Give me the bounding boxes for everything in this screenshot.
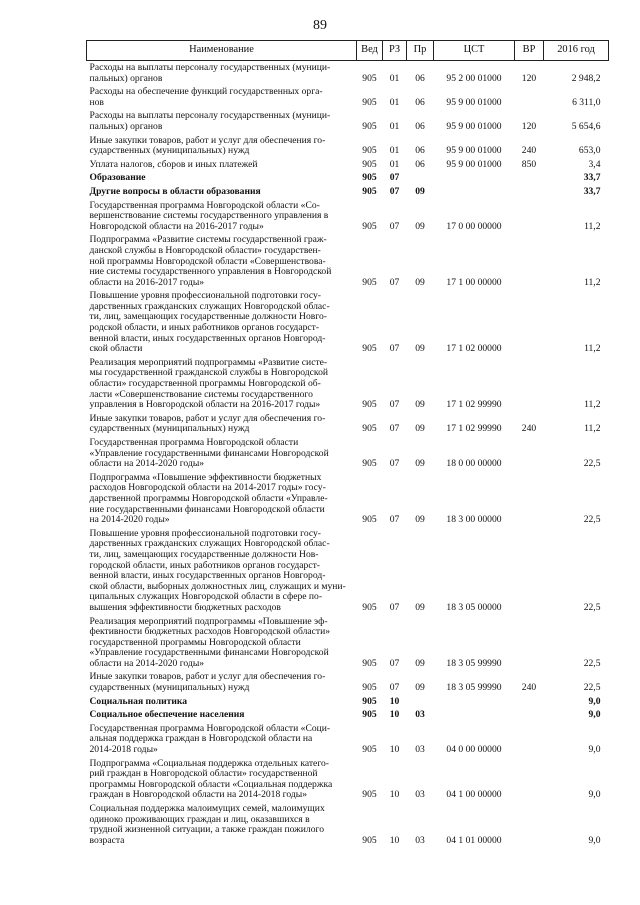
- row-ved: 905: [362, 789, 377, 801]
- row-ved: 905: [362, 145, 377, 157]
- row-amount: 3,4: [588, 158, 601, 170]
- row-cst: 18 3 00 00000: [446, 514, 502, 526]
- row-vr: [515, 529, 544, 617]
- row-cst: 95 9 00 01000: [446, 96, 502, 108]
- row-ved: 905: [362, 343, 377, 355]
- row-ved: 905: [362, 220, 377, 232]
- row-rz: 07: [389, 601, 400, 613]
- row-rz: 07: [389, 276, 400, 288]
- row-name: Подпрограмма «Социальная поддержка отдельных катего- рий граждан в Новгородской области» государственной программы Новгородской области «Социальная поддержка граждан в Новгородской области на 2014-2018 годы»: [89, 757, 333, 801]
- row-cst: 17 1 02 99990: [446, 423, 502, 435]
- row-vr: [515, 804, 544, 849]
- row-vr: 240: [521, 145, 537, 157]
- row-cst: 04 1 01 00000: [446, 834, 502, 846]
- row-vr: 240: [521, 682, 537, 694]
- row-rz: 07: [389, 172, 400, 184]
- row-ved: 905: [362, 423, 377, 435]
- row-amount: 653,0: [578, 145, 601, 157]
- row-cst: 18 3 05 99990: [446, 682, 502, 694]
- row-amount: 5 654,6: [571, 120, 601, 132]
- row-pr: 06: [415, 158, 425, 170]
- column-header-rz: РЗ: [383, 41, 407, 61]
- row-name: Образование: [89, 172, 146, 184]
- row-ved: 905: [362, 657, 377, 669]
- row-ved: 905: [362, 72, 377, 84]
- row-cst: 95 9 00 01000: [446, 158, 502, 170]
- row-ved: 905: [362, 744, 377, 756]
- row-amount: 33,7: [583, 185, 601, 197]
- row-amount: 9,0: [588, 834, 601, 846]
- row-cst: 18 3 05 00000: [446, 601, 502, 613]
- row-amount: 9,0: [588, 695, 601, 707]
- row-amount: 11,2: [584, 399, 601, 411]
- row-vr: [515, 473, 544, 529]
- table-row: [87, 358, 609, 414]
- row-pr: 09: [415, 682, 425, 694]
- row-cst: 04 1 00 00000: [446, 789, 502, 801]
- row-pr: 09: [415, 276, 425, 288]
- row-amount: 9,0: [588, 789, 601, 801]
- row-pr: [407, 697, 434, 711]
- row-name: Повышение уровня профессиональной подготовки госу- дарственных гражданских служащих Новгородской облас- ти, лиц, замещающих государственные должности Нов- городской области, иных работников органов государст- венной власти, иных государственных органов Новгород- ской области, выборных должностных лиц, служащих и муни- ципальных служащих Новгородской области в сфере по- вышения эффективности бюджетных расходов: [89, 527, 346, 613]
- column-header-ved: Вед: [357, 41, 383, 61]
- row-name: Иные закупки товаров, работ и услуг для обеспечения го- сударственных (муниципальных) нужд: [89, 671, 326, 694]
- column-header-name: Наименование: [87, 41, 357, 61]
- row-amount: 22,5: [583, 682, 601, 694]
- column-header-vr: ВР: [515, 41, 544, 61]
- row-pr: 06: [415, 145, 425, 157]
- row-rz: 07: [389, 185, 400, 197]
- row-cst: 17 1 00 00000: [446, 276, 502, 288]
- row-vr: [515, 724, 544, 759]
- row-amount: 22,5: [583, 458, 601, 470]
- row-pr: 03: [415, 709, 425, 721]
- table-row: [87, 160, 609, 174]
- row-ved: 905: [362, 276, 377, 288]
- row-pr: 06: [415, 96, 425, 108]
- row-pr: 06: [415, 120, 425, 132]
- row-ved: 905: [362, 601, 377, 613]
- row-rz: 10: [389, 709, 400, 721]
- row-rz: 10: [389, 789, 400, 801]
- row-pr: [407, 173, 434, 187]
- row-cst: 17 1 02 00000: [446, 343, 502, 355]
- row-amount: 2 948,2: [571, 72, 601, 84]
- row-ved: 905: [362, 695, 377, 707]
- row-name: Подпрограмма «Повышение эффективности бюджетных расходов Новгородской области на 2014-2017 годы» госу- дарственной программы Новгородской области «Управле- ние государственными финансами Новгородской области на 2014-2020 годы»: [89, 471, 328, 526]
- row-rz: 10: [389, 695, 400, 707]
- row-rz: 01: [389, 145, 400, 157]
- row-amount: 6 311,0: [572, 96, 601, 108]
- table-row: [87, 617, 609, 673]
- table-row: [87, 61, 609, 88]
- row-name: Повышение уровня профессиональной подготовки госу- дарственных гражданских служащих Новгородской облас- ти, лиц, замещающих государственные должности Новго- родской области, и иных работников органов государст- венной власти, иных государственных органов Новгород- ской области: [89, 290, 330, 355]
- row-ved: 905: [362, 514, 377, 526]
- page-number: 89: [313, 18, 327, 33]
- row-name: Другие вопросы в области образования: [89, 185, 261, 197]
- row-amount: 11,2: [584, 276, 601, 288]
- row-vr: [515, 235, 544, 291]
- row-ved: 905: [362, 834, 377, 846]
- row-amount: 9,0: [588, 744, 601, 756]
- row-pr: 03: [415, 834, 425, 846]
- row-pr: 06: [415, 72, 425, 84]
- table-row: [87, 136, 609, 160]
- row-name: Государственная программа Новгородской области «Соци- альная поддержка граждан в Новгородской области на 2014-2018 годы»: [89, 722, 331, 756]
- table-row: [87, 759, 609, 804]
- row-cst: 95 2 00 01000: [446, 72, 502, 84]
- row-rz: 07: [389, 682, 400, 694]
- row-vr: [515, 87, 544, 111]
- row-vr: [515, 358, 544, 414]
- row-cst: 04 0 00 00000: [446, 744, 502, 756]
- budget-table: [86, 40, 609, 849]
- row-rz: 01: [389, 120, 400, 132]
- table-row: [87, 187, 609, 201]
- row-ved: 905: [362, 120, 377, 132]
- row-name: Иные закупки товаров, работ и услуг для обеспечения го- сударственных (муниципальных) нужд: [89, 412, 326, 435]
- row-cst: [434, 187, 515, 201]
- row-pr: 09: [415, 343, 425, 355]
- table-row: [87, 672, 609, 696]
- row-pr: 09: [415, 514, 425, 526]
- row-rz: 01: [389, 158, 400, 170]
- table-body: [87, 61, 609, 850]
- row-amount: 22,5: [583, 601, 601, 613]
- row-vr: [515, 187, 544, 201]
- table-row: [87, 111, 609, 135]
- row-name: Уплата налогов, сборов и иных платежей: [89, 158, 258, 170]
- row-ved: 905: [362, 399, 377, 411]
- table-row: [87, 235, 609, 291]
- row-name: Подпрограмма «Развитие системы государственной граж- данской службы в Новгородской области» государствен- ной программы Новгородской области «Совершенствова- ние системы государственного управления в Новгородской области на 2016-2017 годы»: [89, 234, 332, 288]
- row-vr: [515, 710, 544, 724]
- row-ved: 905: [362, 185, 377, 197]
- table-row: [87, 724, 609, 759]
- row-rz: 07: [389, 458, 400, 470]
- row-pr: 09: [415, 458, 425, 470]
- row-pr: 09: [415, 220, 425, 232]
- row-rz: 07: [389, 657, 400, 669]
- row-pr: 09: [415, 423, 425, 435]
- row-amount: 11,2: [584, 220, 601, 232]
- row-vr: 240: [521, 423, 537, 435]
- row-name: Расходы на обеспечение функций государственных орга- нов: [89, 86, 323, 108]
- row-amount: 22,5: [583, 514, 601, 526]
- row-ved: 905: [362, 158, 377, 170]
- row-pr: 09: [415, 601, 425, 613]
- row-vr: [515, 438, 544, 473]
- table-row: [87, 529, 609, 617]
- row-pr: 09: [415, 657, 425, 669]
- table-row: [87, 804, 609, 849]
- row-name: Государственная программа Новгородской области «Со- вершенствование системы государственного управления в Новгородской области на 2016-2017 годы»: [89, 199, 329, 232]
- row-vr: 120: [521, 72, 537, 84]
- table-row: [87, 414, 609, 438]
- row-cst: 18 3 05 99990: [446, 657, 502, 669]
- row-pr: 03: [415, 789, 425, 801]
- table-row: [87, 473, 609, 529]
- row-name: Социальная поддержка малоимущих семей, малоимущих одиноко проживающих граждан и лиц, оказавшихся в трудной жизненной ситуации, а также граждан пожилого возраста: [89, 803, 325, 846]
- row-name: Расходы на выплаты персоналу государственных (муници- пальных) органов: [89, 110, 331, 132]
- table-row: [87, 697, 609, 711]
- row-cst: 95 9 00 01000: [446, 145, 502, 157]
- row-name: Реализация мероприятий подпрограммы «Повышение эф- фективности бюджетных расходов Новгородской области» государственной программы Новгородской области «Управление государственными финансами Новгородской области на 2014-2020 годы»: [89, 615, 331, 669]
- row-ved: 905: [362, 709, 377, 721]
- row-vr: [515, 173, 544, 187]
- column-header-pr: Пр: [407, 41, 434, 61]
- row-name: Расходы на выплаты персоналу государственных (муници- пальных) органов: [89, 62, 331, 84]
- row-cst: [434, 697, 515, 711]
- row-vr: 120: [521, 120, 537, 132]
- row-rz: 10: [389, 834, 400, 846]
- row-vr: [515, 759, 544, 804]
- row-amount: 9,0: [588, 709, 601, 721]
- row-name: Социальное обеспечение населения: [89, 709, 245, 721]
- row-cst: 18 0 00 00000: [446, 458, 502, 470]
- table-row: [87, 438, 609, 473]
- row-name: Государственная программа Новгородской области «Управление государственными финансами Новгородской области на 2014-2020 годы»: [89, 437, 329, 470]
- row-cst: [434, 710, 515, 724]
- row-amount: 11,2: [584, 343, 601, 355]
- row-cst: 17 0 00 00000: [446, 220, 502, 232]
- row-ved: 905: [362, 172, 377, 184]
- column-header-year: 2016 год: [544, 41, 609, 61]
- column-header-cst: ЦСТ: [434, 41, 515, 61]
- row-vr: [515, 291, 544, 358]
- row-vr: [515, 697, 544, 711]
- row-amount: 33,7: [583, 172, 601, 184]
- row-name: Социальная политика: [89, 695, 188, 707]
- table-row: [87, 710, 609, 724]
- row-pr: 09: [415, 399, 425, 411]
- row-vr: [515, 617, 544, 673]
- table-row: [87, 291, 609, 358]
- row-cst: 17 1 02 99990: [446, 399, 502, 411]
- row-vr: 850: [521, 158, 537, 170]
- table-header: [87, 41, 609, 61]
- row-ved: 905: [362, 96, 377, 108]
- row-ved: 905: [362, 458, 377, 470]
- row-ved: 905: [362, 682, 377, 694]
- row-cst: 95 9 00 01000: [446, 120, 502, 132]
- row-pr: 09: [415, 185, 425, 197]
- row-amount: 11,2: [584, 423, 601, 435]
- row-rz: 07: [389, 423, 400, 435]
- row-rz: 07: [389, 220, 400, 232]
- row-rz: 07: [389, 399, 400, 411]
- row-rz: 01: [389, 72, 400, 84]
- row-rz: 01: [389, 96, 400, 108]
- row-name: Реализация мероприятий подпрограммы «Развитие систе- мы государственной гражданской службы в Новгородской области» государственной программы Новгородской об- ласти «Совершенствование системы государственного управления в Новгородской области на 2016-2017 годы»: [89, 356, 329, 411]
- row-cst: [434, 173, 515, 187]
- row-pr: 03: [415, 744, 425, 756]
- row-rz: 07: [389, 343, 400, 355]
- row-rz: 10: [389, 744, 400, 756]
- table-row: [87, 201, 609, 236]
- table-row: [87, 173, 609, 187]
- table-row: [87, 87, 609, 111]
- row-name: Иные закупки товаров, работ и услуг для обеспечения го- сударственных (муниципальных) нужд: [89, 134, 326, 157]
- row-amount: 22,5: [583, 657, 601, 669]
- row-rz: 07: [389, 514, 400, 526]
- row-vr: [515, 201, 544, 236]
